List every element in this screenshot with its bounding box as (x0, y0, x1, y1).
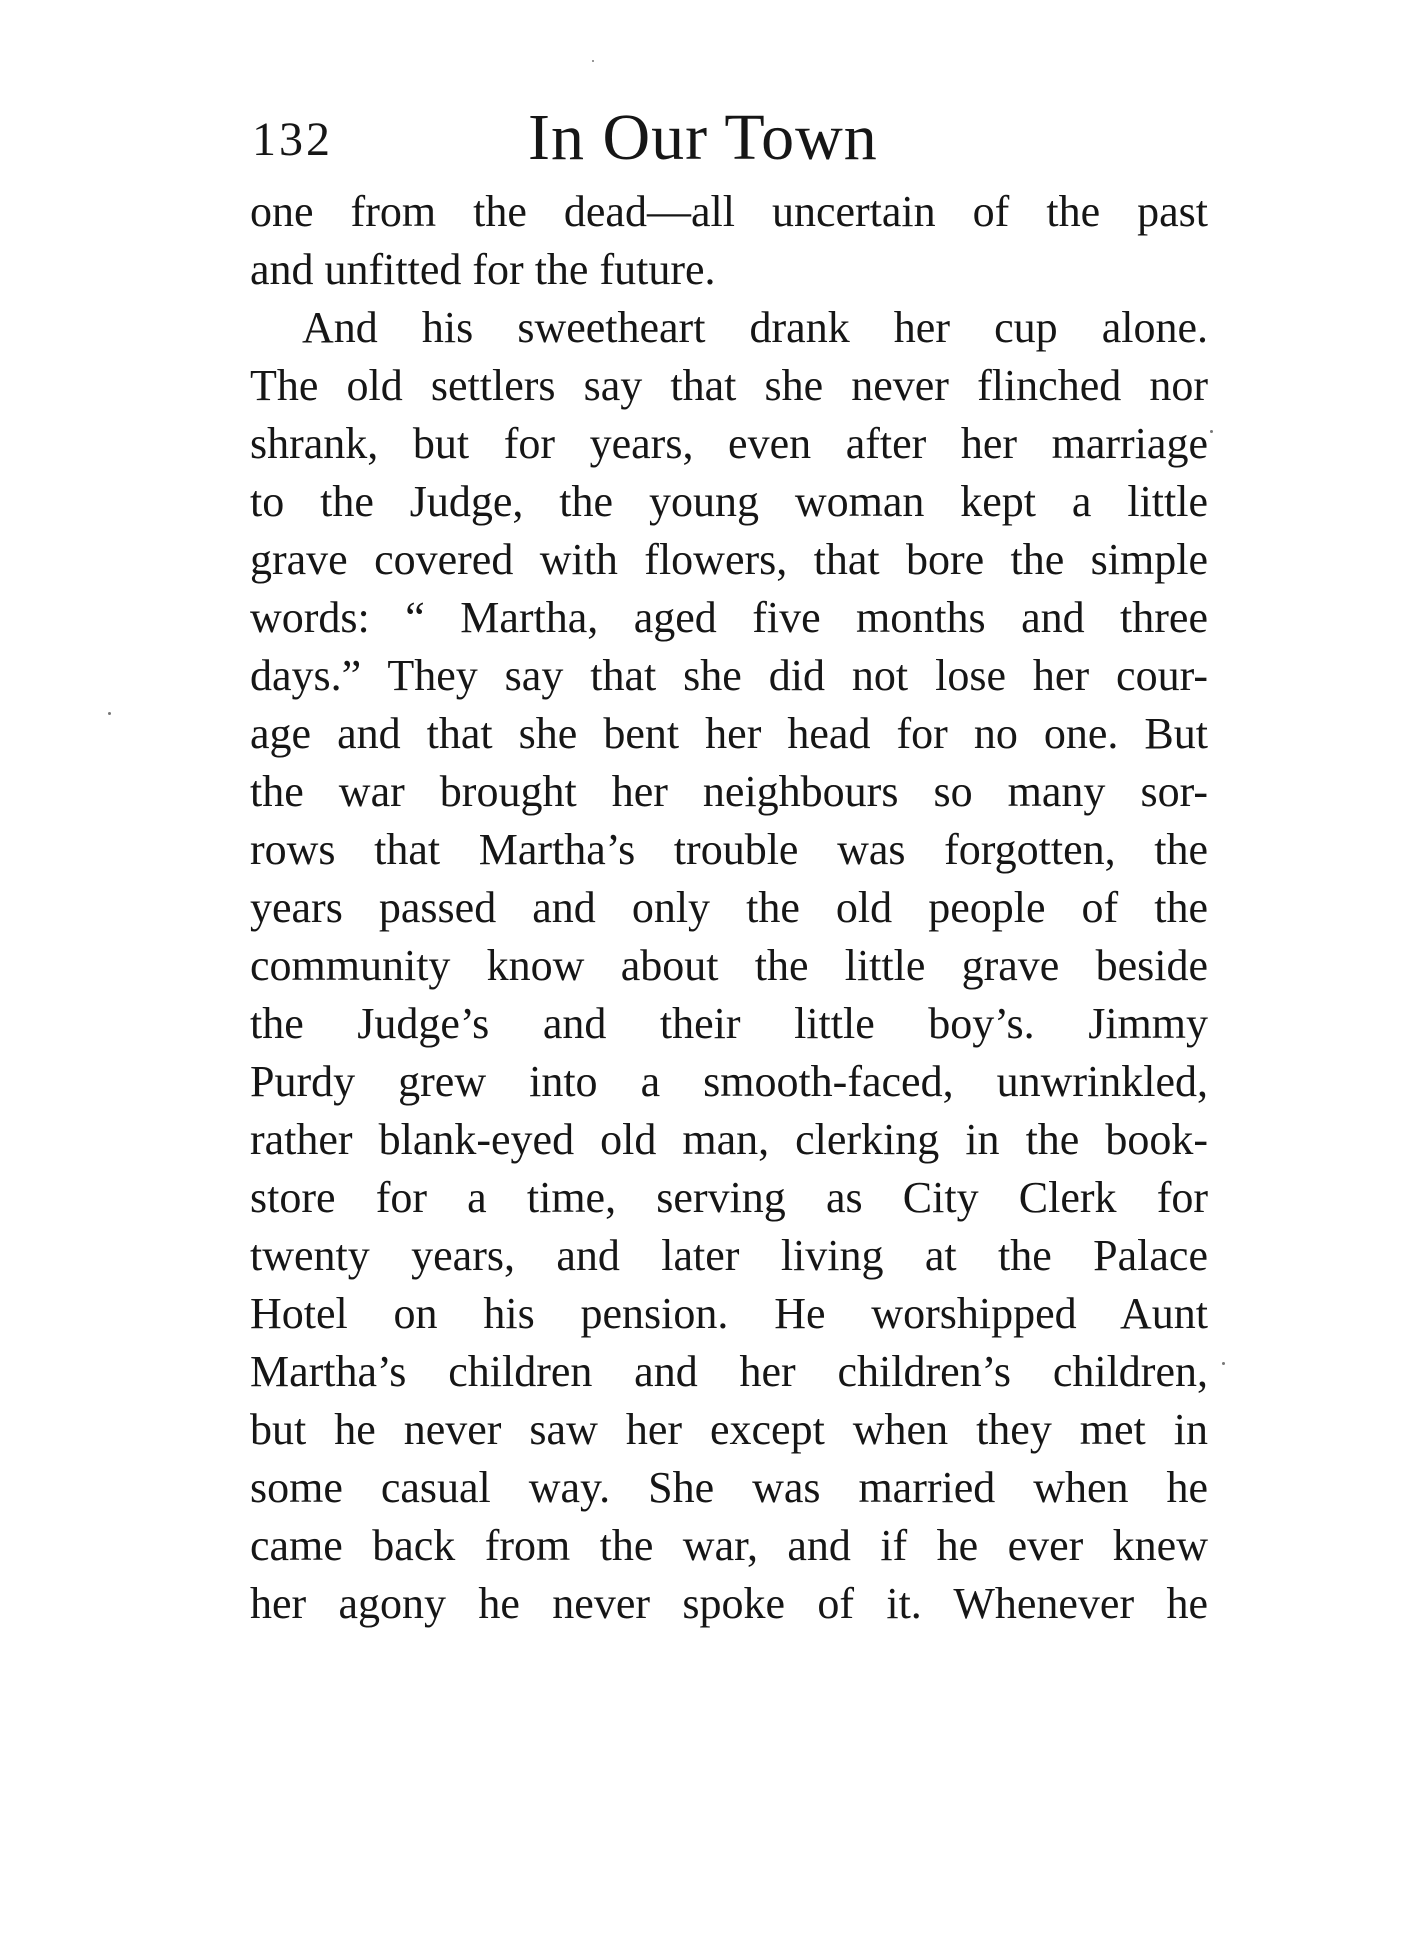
text-line: days.” They say that she did not lose her cour- (250, 651, 1208, 700)
text-line: rows that Martha’s trouble was forgotten, the (250, 825, 1208, 874)
text-line: Hotel on his pension. He worshipped Aunt (250, 1289, 1208, 1338)
text-line: the Judge’s and their little boy’s. Jimmy (250, 999, 1208, 1048)
running-title: In Our Town (528, 101, 878, 174)
text-line: rather blank-eyed old man, clerking in the book- (250, 1115, 1208, 1164)
text-line: one from the dead—all uncertain of the past (250, 187, 1208, 236)
text-line: some casual way. She was married when he (250, 1463, 1208, 1512)
text-line: And his sweetheart drank her cup alone. (302, 303, 1208, 352)
text-line: Martha’s children and her children’s children, (250, 1347, 1208, 1396)
text-line: twenty years, and later living at the Palace (250, 1231, 1208, 1280)
text-line: age and that she bent her head for no one. But (250, 709, 1208, 758)
text-line: came back from the war, and if he ever knew (250, 1521, 1208, 1570)
scan-speck (1210, 430, 1213, 433)
text-line: shrank, but for years, even after her marriage (250, 419, 1208, 468)
body-text (250, 183, 1208, 1633)
text-line: and unfitted for the future. (250, 245, 716, 294)
scan-speck (108, 712, 111, 715)
text-line: the war brought her neighbours so many sor- (250, 767, 1208, 816)
text-line: The old settlers say that she never flinched nor (250, 361, 1208, 410)
page-header (252, 98, 1212, 188)
text-line: community know about the little grave beside (250, 941, 1208, 990)
text-line: her agony he never spoke of it. Whenever he (250, 1579, 1208, 1628)
text-line: grave covered with flowers, that bore the simple (250, 535, 1208, 584)
text-line: to the Judge, the young woman kept a little (250, 477, 1208, 526)
scan-speck (1222, 1362, 1225, 1365)
text-line: Purdy grew into a smooth-faced, unwrinkled, (250, 1057, 1208, 1106)
scan-speck (592, 60, 594, 62)
text-line: store for a time, serving as City Clerk for (250, 1173, 1208, 1222)
text-line: but he never saw her except when they met in (250, 1405, 1208, 1454)
text-line: years passed and only the old people of the (250, 883, 1208, 932)
page-number: 132 (252, 113, 333, 166)
text-line: words: “ Martha, aged five months and three (250, 593, 1208, 642)
